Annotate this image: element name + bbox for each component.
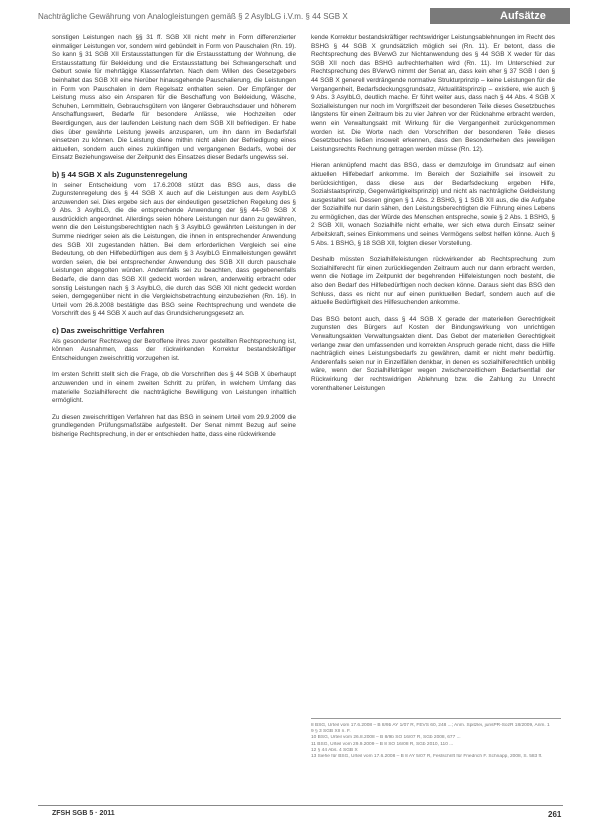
right-column [311,34,555,401]
heading-c: c) Das zweischrittige Verfahren [52,326,165,335]
right-paragraph-1: kende Korrektur bestandskräftiger rechtswidriger Leistungsablehnungen im Recht des BSHG § 44 SGB X grundsätzlich möglich sei (Rn. 11). Er betont, dass die Rechtsprechung des BVerwG zur Nichtanwendung des § 44 SGB X weder für das SGB XII noch das BSHG aufrechterhalten wird (Rn. 11). Im Unterschied zur Rechtsprechung des BVerwG nimmt der Senat an, dass kein eher § 37 SGB I den § 44 SGB X generell verdrängende normative Strukturprinzip – keine Leistungen für die Vergangenheit, Bedarfsdeckungsgrundsatz, Aktualitätsprinzip – existiere, wie auch § 9 Abs. 3 AsylbLG, deutlich mache. Er führt weiter aus, dass nach § 44 Abs. 4 SGB X Sozialleistungen nur noch im Vorgriffszeit der besonderen Teile dieses Gesetzbuches längstens für einen Zeitraum bis zu vier Jahren vor der Rücknahme erbracht werden, wenn ein Verwaltungsakt mit Wirkung für die Vergangenheit zurückgenommen worden ist. Die Worte nach den Vorschriften der besonderen Teile dieses Gesetzbuches ließen insoweit erkennen, dass den Besonderheiten des jeweiligen Leistungsrechts Rechnung getragen werden müsse (Rn. 12). [311,34,555,153]
left-paragraph-2: In seiner Entscheidung vom 17.6.2008 stützt das BSG aus, dass die Zugunstenregelung des § 44 SGB X auch auf die Leistungen aus dem AsylbLG anzuwenden sei. Dies ergebe sich aus der eindeutigen gesetzlichen Regelung des § 9 Abs. 3 AsylbLG, die die entsprechende Anwendung der §§ 44–50 SGB X ausdrücklich angeordnet. Allerdings seien höhere Leistungen nur dann zu gewähren, wenn die den Leistungsberechtigten nach § 3 AsylbLG gewährten Leistungen in der Summe niedriger seien als die Leistungen, die ihnen in entsprechender Anwendung des SGB XII zugestanden hätten. Bei dem erforderlichen Vergleich sei eine Bedeutung, ob den Hilfebedürftigen aus dem § 3 AsylbLG Einmalleistungen gewährt worden seien, die bei entsprechender Anwendung des SGB XII durch pauschale Leistungen abgegolten würden. Andernfalls sei zu beachten, dass gegebenenfalls Bedarfe, die dann das SGB XII gedeckt worden wären, anderweitig erbracht oder sonstig Leistungen nach § 3 AsylbLG, die durch das SGB XII nicht gedeckt worden seien, demgegenüber nicht in die Vergleichsbetrachtung einzubeziehen (Rn. 16). In Urteil vom 26.8.2008 bestätigte das BSG seine Rechtsprechung und wendete die Vorschrift des § 44 SGB X auch auf das Grundsicherungsgesetz an. [52,181,296,318]
page-number: 261 [548,810,562,819]
footnote: 10 BSG, Urteil vom 26.8.2008 – B 8/9b SO 16/07 R, SGb 2008, 677 ... [311,735,461,741]
running-title: Nachträgliche Gewährung von Analogleistungen gemäß § 2 AsylbLG i.V.m. § 44 SGB X [38,12,348,21]
left-column [52,34,296,448]
left-paragraph-1: sonstigen Leistungen nach §§ 31 ff. SGB XII nicht mehr in Form differenzierter einmaliger Leistungen vor, sondern wird gebündelt in Form von Pauschalen (Rn. 19). So kann § 31 SGB XII Erstausstattungen für die Erstausstattung der Wohnung, die Erstausstattung für Bekleidung und die Erstausstattung bei Schwangerschaft und Geburt sowie für mehrtägige Klassenfahrten. Nach dem Willen des Gesetzgebers beinhaltet das SGB XII eine hierüber hinausgehende Pauschalierung, die Leistungen in Form von Pauschalen in dem Regelsatz enthalten seien. Der Empfänger der Leistung muss also ein Ansparen für die Beschaffung von Bekleidung, Wäsche, Schuhen, Lernmitteln, Gebrauchsgütern von längerer Gebrauchsdauer und höherem Anschaffungswert, Bedarfe für besondere Anlässe, wie Hochzeiten oder Beerdigungen, aus der laufenden Leistung nach dem SGB XII befriedigen. Er habe dies über gewährte Leistung jeweils anzusparen, um ihn dann im Bedarfsfall einsetzen zu können. Die Leistung diene mithin nicht allein der Befriedigung eines aktuellen, sondern auch eines zukünftigen und vergangenen Bedarfs, wobei der Einsatz Beziehungsweise der Zeitpunkt des Einsatzes dieser Bedarfs ungewiss sei. [52,34,296,162]
footnotes [311,718,561,760]
left-paragraph-3: Als gesonderter Rechtsweg der Betroffene ihres zuvor gestellten Rechtsprechung ist, können Ausnahmen, dass der rückwirkenden Korrektur bestandskräftiger Entscheidungen zweischrittig vorzugehen ist. [52,337,296,362]
footnote: 12 § 44 Abs. 4 SGB X [311,747,358,753]
left-paragraph-5: Zu diesen zweischrittigen Verfahren hat das BSG in seinem Urteil vom 29.9.2009 die grundlegenden Prüfungsmaßstäbe aufgestellt. Der Senat nimmt Bezug auf seine bisherige Rechtsprechung, in der er entschieden hatte, dass eine rückwirkende [52,413,296,438]
right-paragraph-4: Das BSG betont auch, dass § 44 SGB X gerade der materiellen Gerechtigkeit zugunsten des Bürgers auf Kosten der Bindungswirkung von unrichtigen Verwaltungsakten Verwaltungsakten dient. Das Gebot der materiellen Gerechtigkeit verlange zwar den umfassenden und korrekten Anspruch gerade nicht, dass die Hilfe nachträglich eines Leistungsbedarfs zu gewähren, damit er nicht mehr bedürftig. Anderenfalls seien nur in Einzelfällen denkbar, in denen es sozialhilferechtlich unbillig wäre, wenn der Sozialhilfeträger wegen zwischenzeitlichem Bedarfsentfall der Rückwirkung der rechtswidrigen Ablehnung bzw. die Zahlung zu Unrecht vorenthaltener Leistungen [311,315,555,392]
right-paragraph-2: Hieran anknüpfend macht das BSG, dass er demzufolge im Grundsatz auf einen aktuellen Hilfebedarf ankomme. Im Bereich der Sozialhilfe sei insoweit zu berücksichtigen, dass diese aus der Bedarfsdeckung ergeben Hilfe, Sozialstaatsprinzip, Gegenwärtigkeitsprinzip) und nicht als nachträgliche Geldleistung ausgestaltet sei. Dessen gingen § 1 Abs. 2 BSHG, § 1 SGB XII aus, die die Aufgabe der Sozialhilfe nur darin sähen, den Leistungsberechtigten die Führung eines Lebens zu ermöglichen, das der Würde des Menschen entspreche, sowie § 2 Abs. 1 BSHG, § 2 SGB XII, wonach Sozialhilfe nicht erhalte, wer sich etwa durch Einsatz seiner Arbeitskraft, seines Einkommens und seines Vermögens selbst helfen könne. Auch § 5 Abs. 1 BSHG, § 18 SGB XII, folgten dieser Vorstellung. [311,162,555,247]
footer-rule [38,805,563,806]
heading-b: b) § 44 SGB X als Zugunstenregelung [52,169,188,179]
footnote: 9 § 3 SGB XII n. F. [311,729,351,735]
left-paragraph-4: Im ersten Schritt stellt sich die Frage, ob die Vorschriften des § 44 SGB X überhaupt anzuwenden und in einem zweiten Schritt zu prüfen, in welchem Umfang das materielle Sozialhilferecht die nachträgliche Bewilligung von Leistungen inhaltlich ermöglicht. [52,371,296,405]
journal-name: ZFSH SGB 5 · 2011 [52,810,115,817]
footnote: 8 BSG, Urteil vom 17.6.2008 – B 8/9b AY 1/07 R, FEVS 60, 248 ...; Anm. Spitzlei, jurisPR-SozR 18/2009, Anm. 1 [311,723,550,728]
section-tag: Aufsätze [500,10,546,22]
footnote: 11 BSG, Urteil vom 29.9.2009 – B 8 SO 16/08 R, SGb 2010, 110 ... [311,741,454,747]
right-paragraph-3: Deshalb müssten Sozialhilfeleistungen rückwirkender ab Rechtsprechung zum Sozialhilferecht für einen zurückliegenden Zeitraum auch nur dann erbracht werden, wenn die Notlage im Zeitpunkt der begehrenden Hilfeleistungen noch besteht, die also den Bedarf des Hilfebedürftigen noch decken könne. Daraus sieht das BSG den Schluss, dass es nicht nur auf einen punktuellen Bedarf, sondern auch auf die aktuelle Bedürftigkeit des Hilfesuchenden ankomme. [311,256,555,307]
footnote: 13 Siehe für BSG, Urteil vom 17.6.2008 – B 8 AY 5/07 R, Festschrift für Friedrich F. Schnapp, 2008, S. 583 ff. [311,754,543,760]
